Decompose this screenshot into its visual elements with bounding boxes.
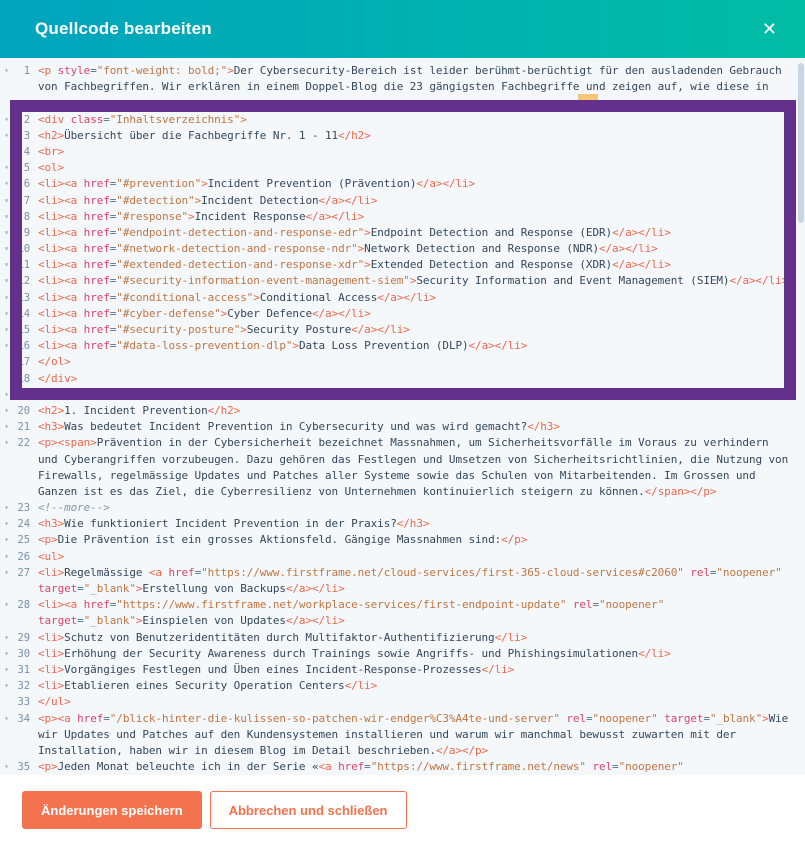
fold-arrow-icon [0, 694, 13, 710]
fold-arrow-icon[interactable]: ▾ [4, 405, 9, 415]
code-text: <li><a href="#security-posture">Security Posture</a></li> [38, 323, 410, 336]
line-number: 15 [17, 324, 30, 336]
line-number: 25 [17, 534, 30, 547]
line-number: 14 [17, 307, 30, 320]
code-text: <h3>Was bedeutet Incident Prevention in Cybersecurity und was wird gemacht?</h3> [38, 420, 560, 434]
fold-arrow-icon[interactable]: ▾ [4, 130, 9, 140]
line-number: 4 [23, 145, 30, 158]
code-text: </ul> [38, 695, 71, 709]
code-text: <li><a href="#extended-detection-and-response-xdr">Extended Detection and Response (XDR)</a></li> [38, 258, 671, 272]
line-number: 23 [17, 502, 30, 515]
line-number: 35 [17, 761, 30, 774]
line-number [13, 468, 38, 484]
fold-arrow-icon[interactable]: ▾ [4, 648, 9, 658]
line-number: 21 [17, 421, 30, 434]
code-text: <li><a href="#network-detection-and-response-ndr">Network Detection and Response (NDR)</a></li> [38, 242, 658, 256]
line-number: 16 [17, 340, 30, 353]
code-line[interactable] [0, 79, 805, 95]
code-text: Installation, haben wir in diesem Blog im Detail beschrieben.</a></p> [38, 743, 489, 757]
code-text: <li><a href="#security-information-event-management-siem">Security Information and Event Management (SIEM)</a></li> [38, 274, 789, 288]
line-number: 10 [17, 243, 30, 256]
fold-arrow-icon[interactable]: ▾ [4, 325, 9, 334]
fold-arrow-icon[interactable]: ▾ [4, 341, 9, 351]
code-text: wir Updates und Patches auf den Kundensystemen installieren und warum wir manchmal bewusst zuwarten mit der [38, 727, 736, 741]
line-number: 7 [23, 194, 30, 207]
line-number: 34 [17, 712, 30, 725]
code-text: <li><a href="#endpoint-detection-and-response-edr">Endpoint Detection and Response (EDR)</a></li> [38, 225, 671, 239]
fold-arrow-icon[interactable]: ▾ [4, 244, 9, 254]
code-line[interactable] [0, 63, 805, 79]
code-text: <h2>1. Incident Prevention</h2> [38, 403, 241, 417]
code-text: <!--more--> [38, 501, 110, 515]
code-text: <p style="font-weight: bold;">Der Cybersecurity-Bereich ist leider berühmt-berüchtigt für den ausladenden Gebrauch [38, 64, 782, 77]
line-number [13, 452, 38, 468]
code-text: Firewalls, regelmässige Updates und Patches aller Systeme sowie das Schulen von Mitarbeitenden. Im Grossen und [38, 468, 756, 482]
line-number: 17 [17, 356, 30, 369]
scrollbar[interactable] [798, 63, 804, 223]
code-line[interactable] [0, 468, 805, 484]
fold-arrow-icon [0, 581, 13, 597]
code-line[interactable] [0, 419, 805, 435]
fold-arrow-icon[interactable]: ▾ [4, 567, 9, 577]
fold-arrow-icon[interactable]: ▾ [4, 66, 9, 75]
fold-arrow-icon[interactable]: ▾ [4, 422, 9, 432]
line-number: 12 [17, 275, 30, 288]
fold-arrow-icon [0, 613, 13, 629]
fold-arrow-icon[interactable]: ▾ [4, 195, 9, 205]
code-text: <li><a href="https://www.firstframe.net/workplace-services/first-endpoint-update" rel="noopener" [38, 598, 665, 612]
code-line[interactable] [0, 662, 805, 678]
code-text: <h2>Übersicht über die Fachbegriffe Nr. 1 - 11</h2> [38, 128, 371, 142]
code-text: Ganzen ist es das Ziel, die Cyberresilienz von Unternehmen kontinuierlich steigern zu können.</span></p> [38, 484, 717, 498]
fold-arrow-icon[interactable]: ▾ [4, 292, 9, 302]
line-number: 31 [17, 663, 30, 676]
code-line[interactable] [0, 403, 805, 419]
cancel-button[interactable]: Abbrechen und schließen [210, 791, 407, 829]
line-number: 28 [17, 599, 30, 612]
code-line[interactable] [0, 581, 805, 597]
fold-arrow-icon[interactable]: ▾ [4, 438, 9, 448]
code-line[interactable] [0, 613, 805, 629]
line-number [13, 743, 38, 759]
code-text: <li><a href="#prevention">Incident Prevention (Prävention)</a></li> [38, 177, 476, 191]
code-text: <p>&nbsp;</p> [38, 387, 123, 401]
fold-arrow-icon[interactable]: ▾ [4, 211, 9, 221]
line-number: 5 [23, 162, 30, 175]
code-line[interactable] [0, 452, 805, 468]
line-number: 26 [17, 550, 30, 563]
line-number: 33 [17, 696, 30, 709]
line-number: 13 [17, 291, 30, 304]
line-number: 3 [23, 129, 30, 142]
code-line[interactable] [0, 727, 805, 743]
line-number: 18 [17, 372, 30, 385]
code-text: und Cyberangriffen vorzubeugen. Dazu gehören das Festlegen und Umsetzen von Sicherheitsrichtlinien, die Nutzung von [38, 452, 789, 466]
code-text: <li>Regelmässige <a href="https://www.firstframe.net/cloud-services/first-365-cloud-services#c2060" rel="noopener" [38, 565, 782, 579]
code-text: <li><a href="#cyber-defense">Cyber Defence</a></li> [38, 306, 371, 320]
line-number: 6 [23, 178, 30, 191]
code-text: <ul> [38, 549, 65, 563]
code-line[interactable] [0, 597, 805, 613]
code-line[interactable] [0, 646, 805, 662]
code-text: <h3>Wie funktioniert Incident Prevention in der Praxis?</h3> [38, 517, 430, 531]
fold-arrow-icon [0, 484, 13, 500]
line-number: 11 [17, 259, 30, 272]
code-line[interactable] [0, 435, 805, 451]
line-number: 1 [23, 65, 30, 77]
line-number: 2 [23, 113, 30, 126]
modal-footer [0, 775, 805, 845]
line-number: 29 [17, 631, 30, 644]
close-icon[interactable]: ✕ [761, 19, 777, 39]
code-editor[interactable] [0, 58, 805, 775]
modal-header [0, 0, 805, 58]
fold-arrow-icon[interactable]: ▾ [4, 664, 9, 674]
code-text: target="_blank">Einspielen von Updates</a></li> [38, 614, 345, 628]
code-line[interactable] [0, 484, 805, 500]
code-line[interactable] [0, 516, 805, 532]
fold-arrow-icon[interactable]: ▾ [4, 179, 9, 189]
code-text: <li>Schutz von Benutzeridentitäten durch Multifaktor-Authentifizierung</li> [38, 630, 528, 644]
code-text: <li>Erhöhung der Security Awareness durch Trainings sowie Angriffs- und Phishingsimulationen</li> [38, 646, 671, 660]
fold-arrow-icon[interactable]: ▾ [4, 227, 9, 237]
code-line[interactable] [0, 565, 805, 581]
fold-arrow-icon[interactable]: ▾ [4, 762, 9, 772]
code-text: target="_blank">Erstellung von Backups</a></li> [38, 582, 345, 595]
fold-arrow-icon [0, 452, 13, 468]
code-text: <p>Jeden Monat beleuchte ich in der Serie «<a href="https://www.firstframe.net/news" rel="noopener" [38, 760, 684, 774]
fold-arrow-icon[interactable]: ▾ [4, 681, 9, 691]
code-line[interactable] [0, 759, 805, 775]
code-text: </ol> [38, 355, 71, 369]
fold-arrow-icon[interactable]: ▾ [4, 114, 9, 124]
code-line[interactable] [0, 694, 805, 710]
code-text: <li><a href="#conditional-access">Conditional Access</a></li> [38, 290, 436, 304]
fold-arrow-icon[interactable]: ▾ [4, 308, 9, 318]
line-number [13, 581, 38, 597]
line-number: 24 [17, 518, 30, 531]
line-number [13, 613, 38, 629]
line-number: 27 [17, 566, 30, 579]
code-text: <li><a href="#data-loss-prevention-dlp">Data Loss Prevention (DLP)</a></li> [38, 339, 528, 353]
fold-arrow-icon[interactable]: ▾ [4, 163, 9, 173]
code-text: <ol> [38, 161, 65, 175]
fold-arrow-icon[interactable]: ▾ [4, 600, 9, 610]
code-line[interactable] [0, 630, 805, 646]
fold-arrow-icon[interactable]: ▾ [4, 632, 9, 642]
code-line[interactable] [0, 743, 805, 759]
fold-arrow-icon[interactable]: ▾ [4, 551, 9, 561]
line-number [13, 79, 38, 95]
code-line[interactable] [0, 549, 805, 565]
code-text: <br> [38, 144, 65, 158]
line-number: 8 [23, 210, 30, 223]
save-button[interactable]: Änderungen speichern [22, 791, 202, 829]
line-number: 19 [17, 388, 30, 401]
code-text: <li><a href="#response">Incident Response</a></li> [38, 209, 365, 223]
code-text: <p><a href="/blick-hinter-die-kulissen-so-patchen-wir-endger%C3%A4te-und-server" rel="noopener" target="_blank">Wie [38, 711, 789, 725]
fold-arrow-icon[interactable]: ▾ [4, 260, 9, 270]
modal-title: Quellcode bearbeiten [35, 19, 212, 38]
annotation-rectangle [10, 100, 796, 400]
code-text: <li>Etablieren eines Security Operation Centers</li> [38, 679, 378, 693]
fold-arrow-icon [0, 79, 13, 95]
fold-arrow-icon[interactable]: ▾ [4, 713, 9, 723]
fold-arrow-icon [0, 468, 13, 484]
line-number: 20 [17, 404, 30, 417]
fold-arrow-icon[interactable]: ▾ [4, 535, 9, 545]
code-text: <div class="Inhaltsverzeichnis"> [38, 112, 247, 126]
fold-arrow-icon [0, 727, 13, 743]
code-text: <p>Die Prävention ist ein grosses Aktionsfeld. Gängige Massnahmen sind:</p> [38, 533, 528, 547]
code-text: <p><span>Prävention in der Cybersicherheit bezeichnet Massnahmen, um Sicherheitsvorfälle im Voraus zu verhindern [38, 436, 769, 450]
code-line[interactable] [0, 500, 805, 516]
code-text: </div> [38, 371, 78, 385]
line-number: 9 [23, 226, 30, 239]
line-number [13, 484, 38, 500]
code-text: <li><a href="#detection">Incident Detection</a></li> [38, 193, 378, 207]
fold-arrow-icon[interactable]: ▾ [4, 389, 9, 399]
code-text: von Fachbegriffen. Wir erklären in einem Doppel-Blog die 23 gängigsten Fachbegriffe und zeigen auf, wie diese in [38, 80, 769, 94]
line-number: 30 [17, 647, 30, 660]
fold-arrow-icon [0, 743, 13, 759]
code-text: <li>Vorgängiges Festlegen und Üben eines Incident-Response-Prozesses</li> [38, 662, 515, 676]
fold-arrow-icon[interactable]: ▾ [4, 276, 9, 286]
line-number: 22 [17, 437, 30, 450]
fold-arrow-icon[interactable]: ▾ [4, 519, 9, 529]
code-line[interactable] [0, 678, 805, 694]
code-line[interactable] [0, 532, 805, 548]
code-line[interactable] [0, 711, 805, 727]
fold-arrow-icon[interactable]: ▾ [4, 503, 9, 513]
line-number [13, 727, 38, 743]
line-number: 32 [17, 680, 30, 693]
